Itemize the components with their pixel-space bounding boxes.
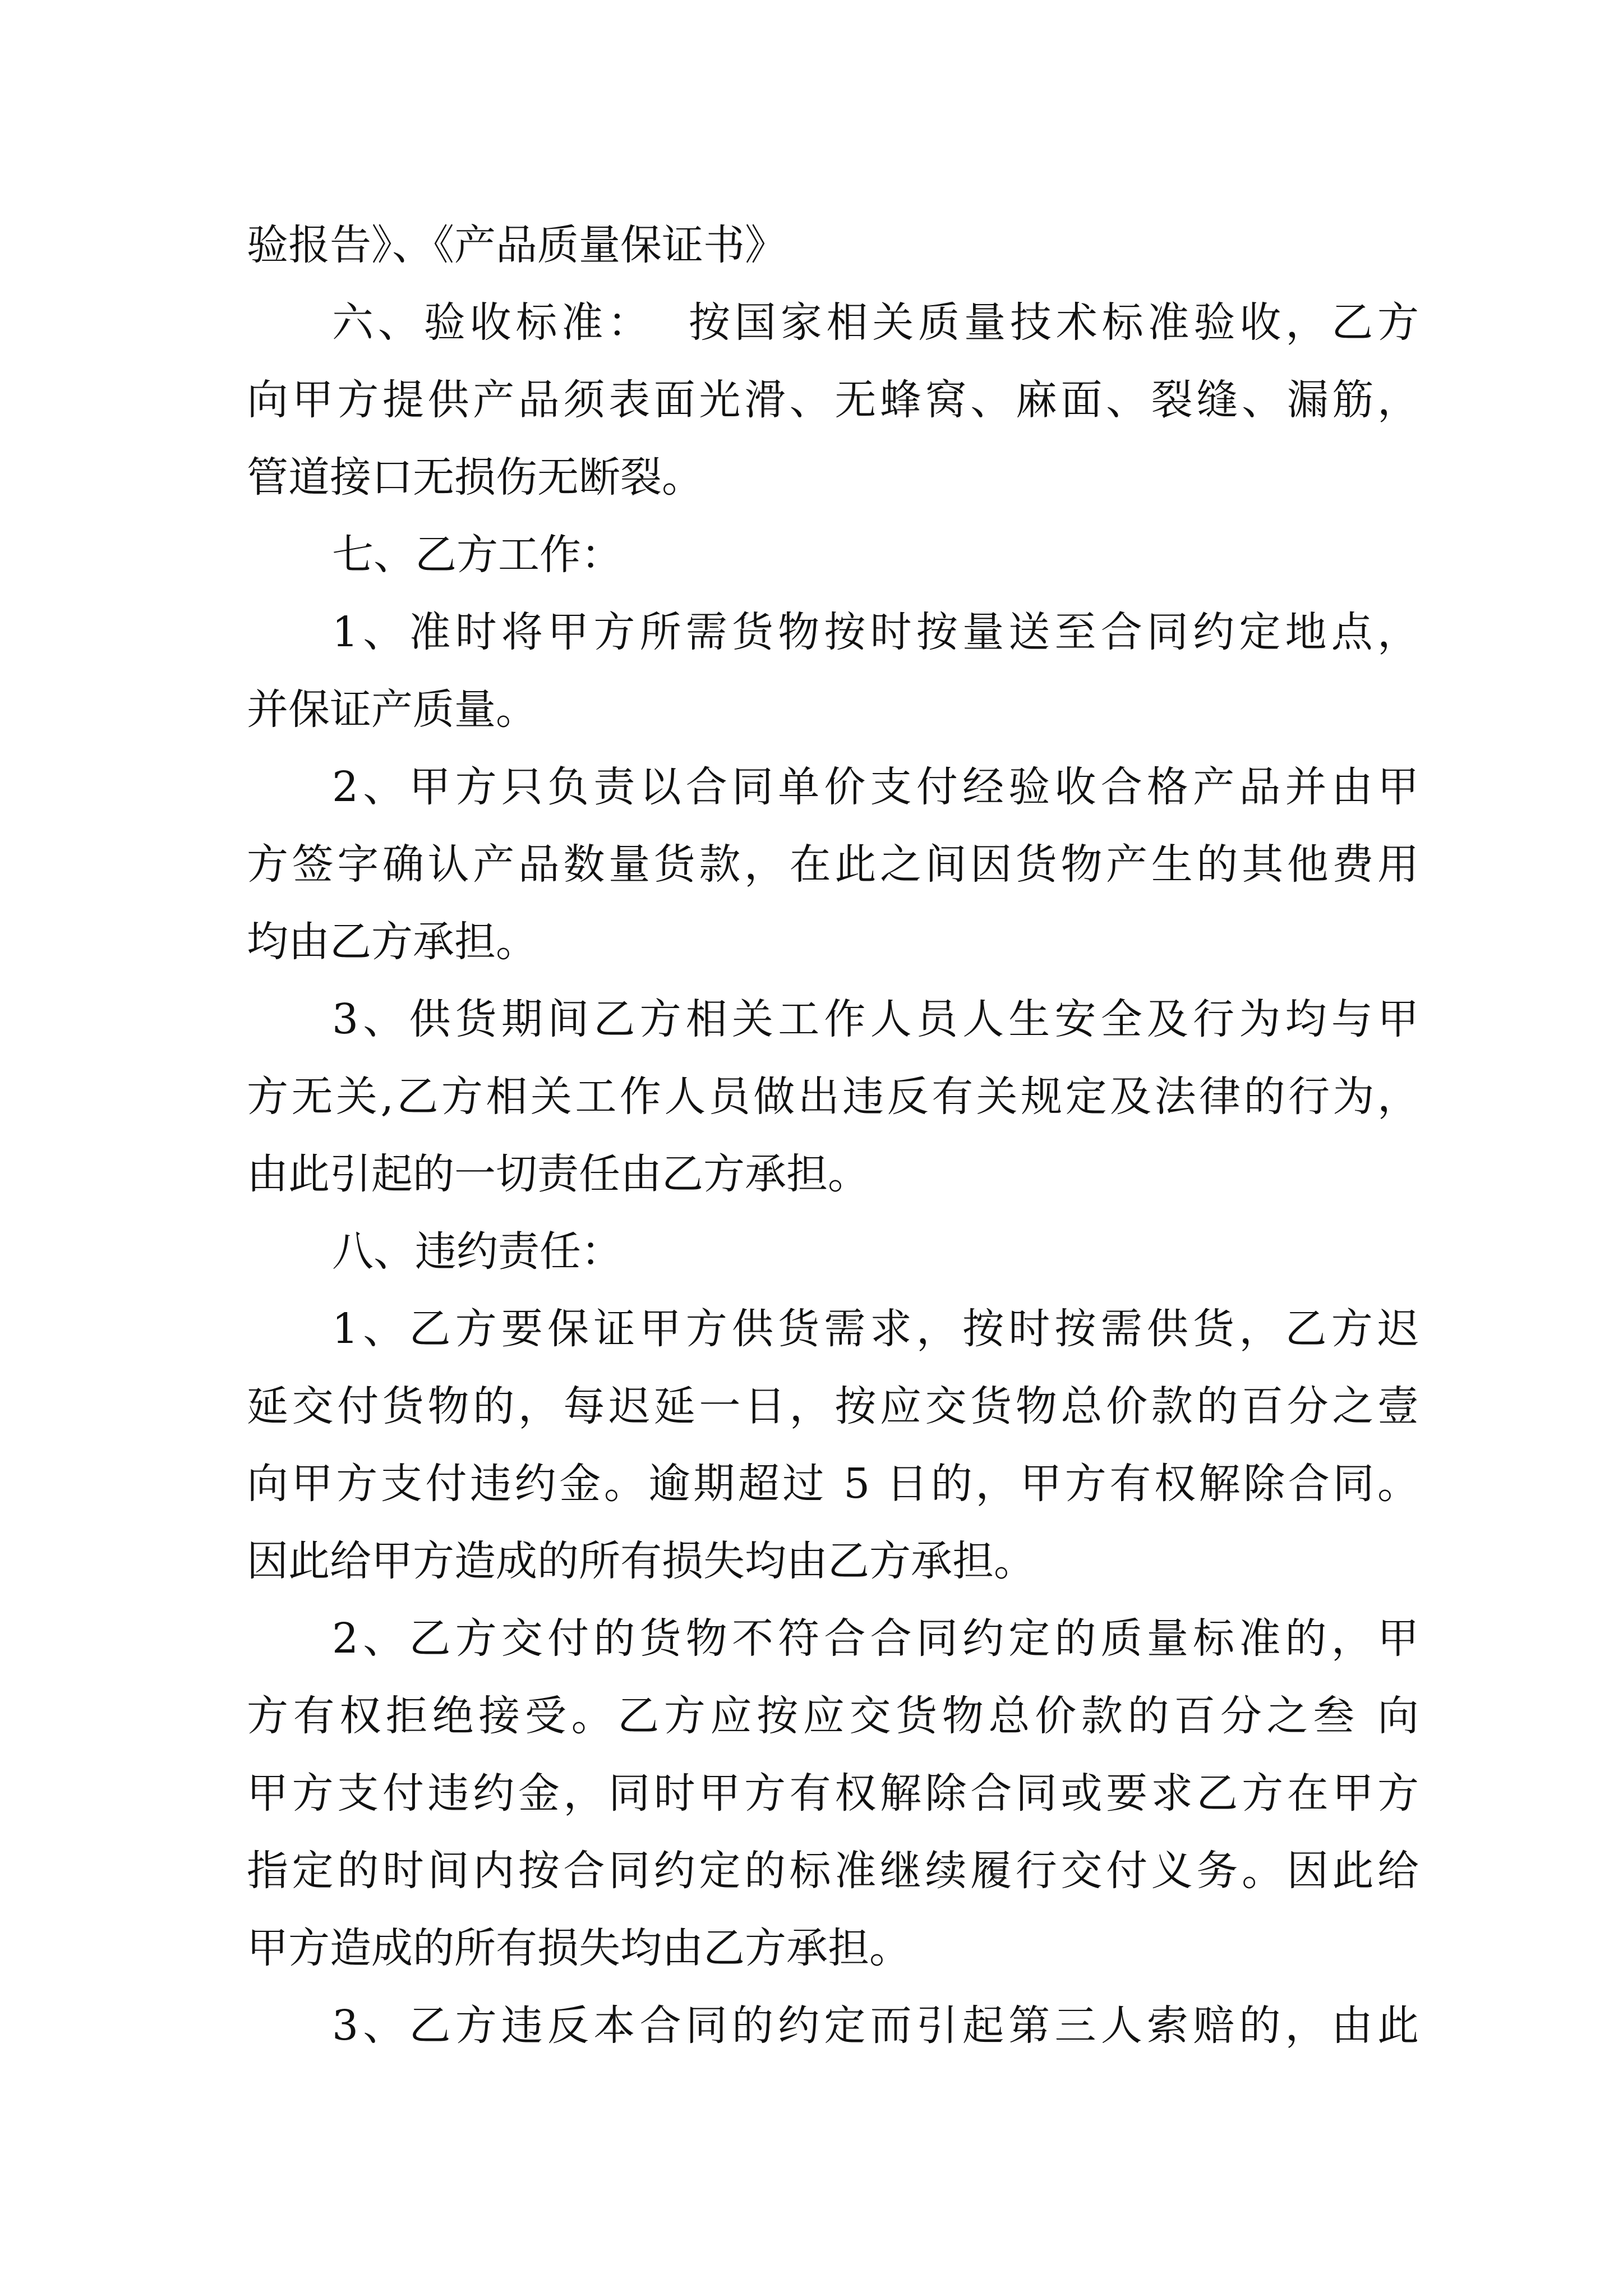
clause-eight-heading: 八、违约责任： [332, 1227, 623, 1276]
text-line: 均由乙方承担。 [247, 918, 537, 966]
text-line: 甲方造成的所有损失均由乙方承担。 [247, 1924, 911, 1972]
item-1-line: 1、乙方要保证甲方供货需求，按时按需供货，乙方迟 [332, 1305, 1419, 1353]
text-line: 延交付货物的，每迟延一日，按应交货物总价款的百分之壹 [247, 1382, 1419, 1430]
text-line-continuation: 验报告》、《产品质量保证书》 [247, 221, 786, 269]
item-2-line: 2、甲方只负责以合同单价支付经验收合格产品并由甲 [332, 763, 1419, 811]
text-line: 指定的时间内按合同约定的标准继续履行交付义务。因此给 [247, 1847, 1419, 1895]
text-line: 管道接口无损伤无断裂。 [247, 453, 703, 501]
item-2-line: 2、乙方交付的货物不符合合同约定的质量标准的，甲 [332, 1614, 1419, 1663]
item-3-line: 3、乙方违反本合同的约定而引起第三人索赔的，由此 [332, 2001, 1419, 2050]
text-line: 向甲方支付违约金。逾期超过 5 日的，甲方有权解除合同。 [247, 1460, 1419, 1508]
item-1-line: 1、准时将甲方所需货物按时按量送至合同约定地点， [332, 608, 1419, 656]
item-3-line: 3、供货期间乙方相关工作人员人生安全及行为均与甲 [332, 995, 1419, 1043]
text-line: 甲方支付违约金，同时甲方有权解除合同或要求乙方在甲方 [247, 1769, 1419, 1818]
text-line: 方签字确认产品数量货款，在此之间因货物产生的其他费用 [247, 840, 1419, 889]
text-line: 方无关,乙方相关工作人员做出违反有关规定及法律的行为， [247, 1073, 1419, 1121]
text-line: 由此引起的一切责任由乙方承担。 [247, 1150, 869, 1198]
contract-text-body [247, 206, 1419, 2064]
text-line: 因此给甲方造成的所有损失均由乙方承担。 [247, 1537, 1035, 1585]
text-line: 方有权拒绝接受。乙方应按应交货物总价款的百分之叁 向 [247, 1692, 1419, 1740]
text-line: 向甲方提供产品须表面光滑、无蜂窝、麻面、裂缝、漏筋， [247, 376, 1419, 424]
text-line: 并保证产质量。 [247, 685, 537, 734]
clause-seven-heading: 七、乙方工作： [332, 531, 623, 579]
clause-six-heading-line: 六、验收标准： 按国家相关质量技术标准验收，乙方 [332, 298, 1419, 347]
